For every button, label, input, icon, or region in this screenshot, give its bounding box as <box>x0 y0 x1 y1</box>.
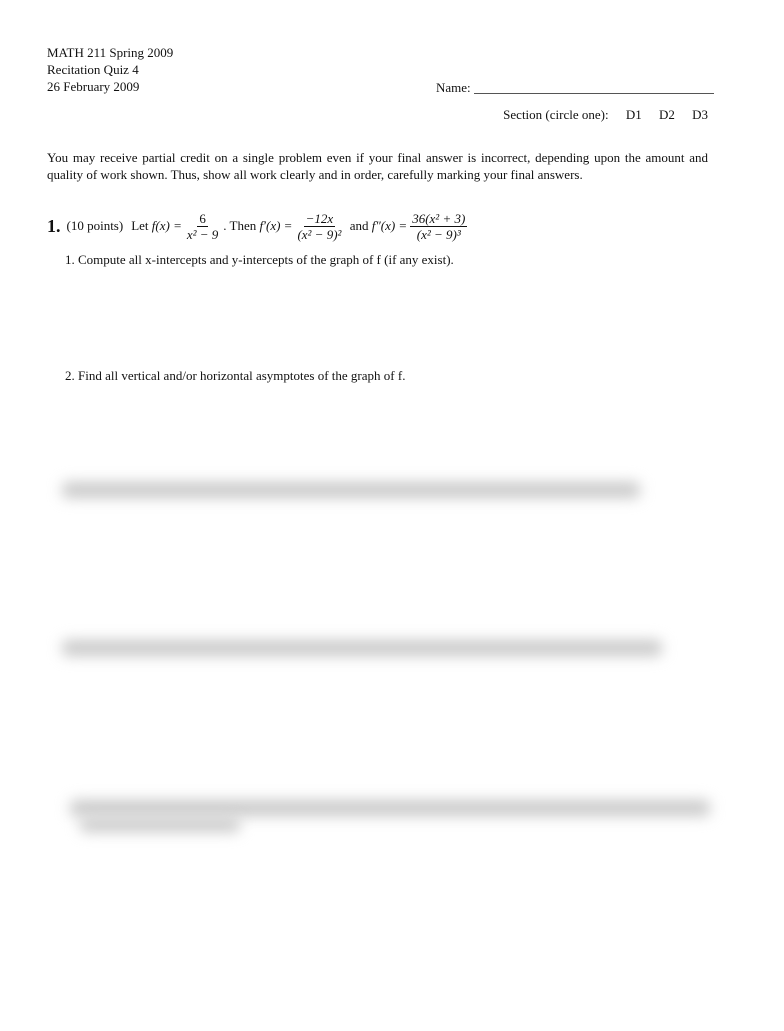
blurred-question-3 <box>62 482 640 498</box>
fprime-fraction <box>295 211 343 242</box>
f-fraction <box>185 211 220 242</box>
fdoubleprime-numerator: 36(x² + 3) <box>412 210 466 226</box>
fprime-numerator: −12x <box>305 210 334 226</box>
f-denominator: x² − 9 <box>186 226 219 242</box>
blurred-question-5-line-2 <box>80 818 240 832</box>
fdoubleprime-denominator: (x² − 9)³ <box>416 226 461 242</box>
section-d1: D1 <box>625 107 642 122</box>
name-line <box>474 93 714 94</box>
fprime-lhs: f′(x) = <box>259 218 293 233</box>
fdoubleprime-fraction <box>410 211 467 242</box>
then-text: . Then <box>223 218 257 233</box>
let-text: Let <box>131 218 149 233</box>
name-label: Name: <box>436 80 471 95</box>
section-d3: D3 <box>692 107 708 122</box>
problem-statement <box>47 208 470 244</box>
section-selector <box>503 107 708 123</box>
and-text: and <box>349 218 369 233</box>
question-1: 1. Compute all x-intercepts and y-intercepts of the graph of f (if any exist). <box>65 252 454 267</box>
quiz-title: Recitation Quiz 4 <box>47 62 139 77</box>
course-title: MATH 211 Spring 2009 <box>47 45 174 60</box>
fprime-denominator: (x² − 9)² <box>297 226 342 242</box>
fdoubleprime-lhs: f″(x) = <box>371 218 408 233</box>
section-label: Section (circle one): <box>503 107 609 122</box>
blurred-question-5-line-1 <box>70 800 710 816</box>
blurred-question-4 <box>62 640 662 656</box>
f-lhs: f(x) = <box>151 218 182 233</box>
problem-points: (10 points) <box>66 218 124 233</box>
problem-number: 1. <box>47 215 61 236</box>
section-d2: D2 <box>658 107 675 122</box>
f-numerator: 6 <box>199 210 206 226</box>
quiz-date: 26 February 2009 <box>47 79 140 94</box>
question-2: 2. Find all vertical and/or horizontal asymptotes of the graph of f. <box>65 368 406 383</box>
instructions: You may receive partial credit on a single problem even if your final answer is incorrect, depending upon the amount and quality of work shown. Thus, show all work clearly and in order, carefully marking your final answers. <box>47 150 708 182</box>
